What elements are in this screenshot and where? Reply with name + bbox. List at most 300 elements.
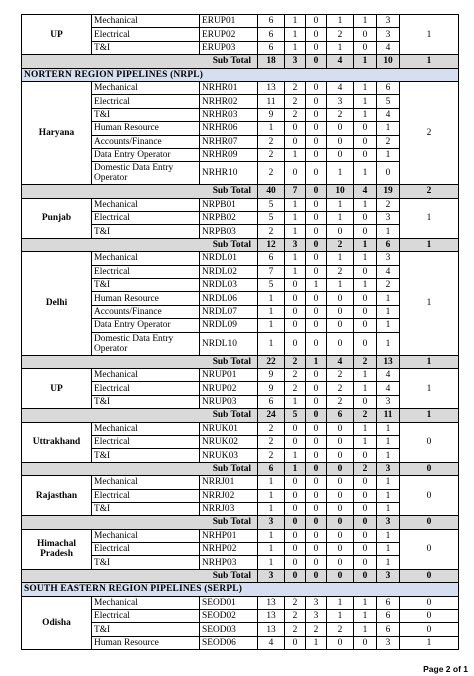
- trade-code: NRDL02: [200, 265, 258, 278]
- seat-count: 4: [377, 265, 400, 278]
- state-total: 1: [400, 252, 459, 355]
- seat-count: 9: [258, 108, 285, 121]
- seat-count: 1: [377, 449, 400, 462]
- seat-count: 0: [354, 148, 377, 161]
- trade-code: NRHP01: [200, 529, 258, 542]
- seat-count: 1: [377, 319, 400, 332]
- table-row: [22, 81, 459, 94]
- trade-code: NRHP03: [200, 556, 258, 569]
- subtotal-total: 0: [400, 462, 459, 475]
- trade-name: T&I: [92, 41, 200, 54]
- subtotal-value: 18: [258, 55, 285, 68]
- trade-name: Electrical: [92, 382, 200, 395]
- trade-code: SEOD06: [200, 636, 258, 649]
- seat-count: 0: [354, 305, 377, 318]
- seat-count: 0: [306, 332, 327, 355]
- seat-count: 0: [306, 543, 327, 556]
- subtotal-total: 1: [400, 355, 459, 368]
- seat-count: 1: [354, 435, 377, 448]
- seat-count: 2: [327, 395, 354, 408]
- trade-name: Domestic Data Entry Operator: [92, 332, 200, 355]
- seat-count: 6: [258, 41, 285, 54]
- seat-count: 0: [306, 15, 327, 28]
- trade-name: Electrical: [92, 489, 200, 502]
- trade-name: Electrical: [92, 610, 200, 623]
- seat-count: 2: [285, 623, 306, 636]
- seat-count: 1: [377, 556, 400, 569]
- seat-count: 13: [258, 81, 285, 94]
- subtotal-total: 1: [400, 409, 459, 422]
- trade-code: NRDL07: [200, 305, 258, 318]
- trade-name: Data Entry Operator: [92, 319, 200, 332]
- seat-count: 1: [285, 449, 306, 462]
- seat-count: 2: [258, 435, 285, 448]
- seat-count: 1: [327, 596, 354, 609]
- seat-count: 9: [258, 382, 285, 395]
- seat-count: 1: [377, 422, 400, 435]
- subtotal-value: 2: [285, 355, 306, 368]
- seat-count: 4: [377, 108, 400, 121]
- state-name: Uttrakhand: [22, 422, 92, 462]
- subtotal-value: 3: [285, 55, 306, 68]
- seat-count: 1: [285, 15, 306, 28]
- seat-count: 0: [285, 422, 306, 435]
- subtotal-value: 3: [285, 238, 306, 251]
- seat-count: 3: [377, 212, 400, 225]
- seat-count: 1: [327, 15, 354, 28]
- trade-code: SEOD02: [200, 610, 258, 623]
- trade-code: NRHP02: [200, 543, 258, 556]
- page-footer: Page 2 of 1: [423, 664, 468, 674]
- trade-name: Mechanical: [92, 476, 200, 489]
- seat-count: 1: [377, 502, 400, 515]
- seat-count: 0: [327, 489, 354, 502]
- seat-count: 1: [258, 476, 285, 489]
- state-name: Odisha: [22, 596, 92, 650]
- subtotal-value: 2: [354, 355, 377, 368]
- seat-count: 0: [306, 265, 327, 278]
- seat-count: 0: [327, 476, 354, 489]
- trade-code: NRUP02: [200, 382, 258, 395]
- seat-count: 3: [306, 610, 327, 623]
- seat-count: 0: [327, 556, 354, 569]
- trade-name: Mechanical: [92, 252, 200, 265]
- subtotal-value: 0: [306, 185, 327, 198]
- seat-count: 0: [306, 395, 327, 408]
- subtotal-row: [22, 516, 459, 529]
- seat-count: 0: [306, 212, 327, 225]
- trade-name: Human Resource: [92, 292, 200, 305]
- subtotal-value: 0: [306, 569, 327, 582]
- trade-name: Mechanical: [92, 422, 200, 435]
- seat-count: 0: [354, 502, 377, 515]
- subtotal-value: 0: [327, 462, 354, 475]
- seat-count: 0: [327, 319, 354, 332]
- seat-count: 0: [306, 135, 327, 148]
- seat-count: 0: [306, 225, 327, 238]
- seat-count: 0: [327, 122, 354, 135]
- seat-count: 0: [285, 292, 306, 305]
- seat-count: 0: [306, 122, 327, 135]
- subtotal-value: 6: [258, 462, 285, 475]
- trade-name: T&I: [92, 225, 200, 238]
- subtotal-label: Sub Total: [22, 185, 258, 198]
- seat-count: 1: [327, 212, 354, 225]
- seat-count: 0: [306, 305, 327, 318]
- seat-count: 13: [258, 610, 285, 623]
- region-header-row: [22, 583, 459, 596]
- seat-count: 1: [285, 28, 306, 41]
- subtotal-value: 0: [354, 516, 377, 529]
- seat-count: 0: [285, 529, 306, 542]
- trade-name: Human Resource: [92, 122, 200, 135]
- seat-count: 2: [327, 28, 354, 41]
- seat-count: 0: [377, 162, 400, 185]
- seat-count: 1: [285, 225, 306, 238]
- seat-count: 1: [285, 252, 306, 265]
- seat-count: 1: [354, 198, 377, 211]
- subtotal-value: 1: [285, 462, 306, 475]
- vacancy-table: [21, 14, 459, 650]
- trade-code: NRDL09: [200, 319, 258, 332]
- state-total: 1: [400, 368, 459, 408]
- subtotal-value: 24: [258, 409, 285, 422]
- seat-count: 3: [327, 95, 354, 108]
- subtotal-row: [22, 185, 459, 198]
- seat-count: 2: [306, 623, 327, 636]
- seat-count: 1: [327, 252, 354, 265]
- seat-count: 1: [377, 332, 400, 355]
- subtotal-value: 3: [377, 462, 400, 475]
- subtotal-row: [22, 238, 459, 251]
- subtotal-value: 6: [327, 409, 354, 422]
- seat-count: 2: [285, 108, 306, 121]
- seat-count: 2: [285, 95, 306, 108]
- seat-count: 0: [285, 636, 306, 649]
- seat-count: 2: [327, 108, 354, 121]
- trade-name: Accounts/Finance: [92, 135, 200, 148]
- trade-code: NRUK03: [200, 449, 258, 462]
- seat-count: 3: [377, 252, 400, 265]
- trade-name: Mechanical: [92, 368, 200, 381]
- seat-count: 1: [354, 279, 377, 292]
- seat-count: 0: [327, 529, 354, 542]
- subtotal-label: Sub Total: [22, 238, 258, 251]
- seat-count: 0: [285, 279, 306, 292]
- trade-name: T&I: [92, 279, 200, 292]
- seat-count: 2: [258, 162, 285, 185]
- trade-name: Electrical: [92, 212, 200, 225]
- table-row: [22, 596, 459, 609]
- subtotal-value: 0: [327, 516, 354, 529]
- seat-count: 0: [285, 135, 306, 148]
- seat-count: 0: [327, 225, 354, 238]
- subtotal-row: [22, 409, 459, 422]
- subtotal-row: [22, 462, 459, 475]
- seat-count: 2: [258, 225, 285, 238]
- seat-count: 1: [354, 596, 377, 609]
- seat-count: 0: [354, 556, 377, 569]
- seat-count: 1: [377, 225, 400, 238]
- seat-count: 4: [377, 382, 400, 395]
- seat-count: 3: [377, 395, 400, 408]
- table-row: [22, 476, 459, 489]
- seat-count: 2: [327, 623, 354, 636]
- seat-count: 1: [354, 382, 377, 395]
- trade-name: Electrical: [92, 265, 200, 278]
- seat-count: 0: [354, 636, 377, 649]
- seat-count: 1: [377, 122, 400, 135]
- trade-code: NRPB01: [200, 198, 258, 211]
- seat-count: 2: [377, 198, 400, 211]
- seat-count: 0: [306, 198, 327, 211]
- seat-count: 1: [354, 623, 377, 636]
- seat-count: 2: [327, 265, 354, 278]
- subtotal-value: 7: [285, 185, 306, 198]
- trade-code: NRDL03: [200, 279, 258, 292]
- trade-name: Mechanical: [92, 15, 200, 28]
- seat-count: 1: [258, 292, 285, 305]
- subtotal-total: 0: [400, 516, 459, 529]
- region-title: SOUTH EASTERN REGION PIPELINES (SERPL): [22, 583, 459, 596]
- seat-count: 1: [377, 305, 400, 318]
- seat-count: 0: [306, 28, 327, 41]
- trade-code: NRHR10: [200, 162, 258, 185]
- seat-count: 1: [285, 148, 306, 161]
- subtotal-row: [22, 55, 459, 68]
- seat-count: 6: [258, 252, 285, 265]
- trade-code: NRDL06: [200, 292, 258, 305]
- seat-count: 2: [285, 81, 306, 94]
- seat-count: 2: [285, 610, 306, 623]
- seat-count: 3: [306, 596, 327, 609]
- seat-count: 0: [327, 332, 354, 355]
- seat-count: 0: [327, 135, 354, 148]
- seat-count: 1: [354, 15, 377, 28]
- trade-code: NRPB03: [200, 225, 258, 238]
- trade-code: ERUP02: [200, 28, 258, 41]
- table-row: [22, 198, 459, 211]
- seat-count: 0: [354, 135, 377, 148]
- seat-count: 0: [306, 489, 327, 502]
- state-name: Rajasthan: [22, 476, 92, 516]
- subtotal-label: Sub Total: [22, 516, 258, 529]
- subtotal-value: 0: [306, 238, 327, 251]
- subtotal-value: 0: [306, 516, 327, 529]
- subtotal-value: 10: [327, 185, 354, 198]
- trade-name: T&I: [92, 395, 200, 408]
- seat-count: 0: [306, 435, 327, 448]
- subtotal-value: 0: [306, 409, 327, 422]
- seat-count: 2: [285, 368, 306, 381]
- trade-name: Electrical: [92, 435, 200, 448]
- state-total: 0: [400, 529, 459, 569]
- trade-name: Electrical: [92, 95, 200, 108]
- state-total: 1: [400, 15, 459, 55]
- seat-count: 1: [258, 489, 285, 502]
- subtotal-value: 40: [258, 185, 285, 198]
- seat-count: 0: [285, 305, 306, 318]
- seat-count: 4: [258, 636, 285, 649]
- seat-count: 9: [258, 368, 285, 381]
- seat-count: 0: [327, 305, 354, 318]
- document-page: [21, 14, 458, 650]
- trade-code: NRHR07: [200, 135, 258, 148]
- seat-count: 1: [377, 292, 400, 305]
- trade-code: NRHR02: [200, 95, 258, 108]
- subtotal-value: 2: [354, 462, 377, 475]
- table-row: [22, 529, 459, 542]
- seat-count: 1: [377, 148, 400, 161]
- trade-code: NRUP03: [200, 395, 258, 408]
- trade-code: NRHR01: [200, 81, 258, 94]
- seat-count: 2: [327, 382, 354, 395]
- subtotal-value: 11: [377, 409, 400, 422]
- trade-name: T&I: [92, 449, 200, 462]
- seat-count: 1: [258, 319, 285, 332]
- seat-count: 0: [306, 41, 327, 54]
- seat-count: 1: [354, 81, 377, 94]
- subtotal-value: 1: [354, 238, 377, 251]
- subtotal-value: 0: [327, 569, 354, 582]
- subtotal-row: [22, 355, 459, 368]
- seat-count: 4: [377, 41, 400, 54]
- seat-count: 2: [258, 449, 285, 462]
- subtotal-label: Sub Total: [22, 55, 258, 68]
- trade-name: T&I: [92, 502, 200, 515]
- seat-count: 0: [285, 556, 306, 569]
- seat-count: 0: [306, 148, 327, 161]
- state-name: Delhi: [22, 252, 92, 355]
- table-row: [22, 15, 459, 28]
- seat-count: 6: [258, 15, 285, 28]
- subtotal-value: 22: [258, 355, 285, 368]
- seat-count: 0: [354, 332, 377, 355]
- subtotal-total: 0: [400, 569, 459, 582]
- table-row: [22, 368, 459, 381]
- trade-name: T&I: [92, 556, 200, 569]
- region-header-row: [22, 68, 459, 81]
- seat-count: 0: [306, 422, 327, 435]
- seat-count: 1: [258, 529, 285, 542]
- trade-code: NRHR03: [200, 108, 258, 121]
- seat-count: 0: [354, 28, 377, 41]
- trade-code: SEOD03: [200, 623, 258, 636]
- subtotal-value: 13: [377, 355, 400, 368]
- state-total: 1: [400, 198, 459, 238]
- subtotal-value: 4: [354, 185, 377, 198]
- seat-count: 0: [306, 95, 327, 108]
- seat-count: 0: [327, 543, 354, 556]
- seat-count: 1: [354, 162, 377, 185]
- seat-count: 0: [354, 529, 377, 542]
- trade-name: T&I: [92, 623, 200, 636]
- seat-count: 2: [258, 148, 285, 161]
- seat-count: 0: [306, 529, 327, 542]
- seat-count: 5: [258, 212, 285, 225]
- trade-code: SEOD01: [200, 596, 258, 609]
- subtotal-value: 4: [327, 355, 354, 368]
- seat-count: 2: [258, 135, 285, 148]
- seat-count: 0: [354, 543, 377, 556]
- subtotal-value: 3: [377, 516, 400, 529]
- seat-count: 0: [285, 543, 306, 556]
- seat-count: 13: [258, 596, 285, 609]
- seat-count: 13: [258, 623, 285, 636]
- seat-count: 1: [354, 95, 377, 108]
- trade-name: Accounts/Finance: [92, 305, 200, 318]
- seat-count: 1: [327, 610, 354, 623]
- seat-count: 1: [377, 529, 400, 542]
- state-total: 0: [400, 623, 459, 636]
- subtotal-value: 5: [285, 409, 306, 422]
- seat-count: 1: [327, 279, 354, 292]
- seat-count: 6: [258, 28, 285, 41]
- seat-count: 1: [258, 122, 285, 135]
- subtotal-value: 3: [377, 569, 400, 582]
- state-name: Punjab: [22, 198, 92, 238]
- state-name: Himachal Pradesh: [22, 529, 92, 569]
- state-total: 0: [400, 596, 459, 609]
- seat-count: 0: [306, 368, 327, 381]
- state-total: 0: [400, 476, 459, 516]
- seat-count: 6: [377, 596, 400, 609]
- seat-count: 0: [354, 476, 377, 489]
- seat-count: 0: [285, 332, 306, 355]
- seat-count: 2: [285, 596, 306, 609]
- seat-count: 2: [327, 368, 354, 381]
- seat-count: 1: [258, 556, 285, 569]
- subtotal-value: 1: [354, 55, 377, 68]
- seat-count: 0: [354, 395, 377, 408]
- seat-count: 6: [377, 610, 400, 623]
- seat-count: 3: [377, 636, 400, 649]
- seat-count: 1: [327, 198, 354, 211]
- seat-count: 1: [285, 395, 306, 408]
- subtotal-value: 3: [258, 569, 285, 582]
- trade-code: NRRJ02: [200, 489, 258, 502]
- state-total: 0: [400, 422, 459, 462]
- seat-count: 0: [354, 319, 377, 332]
- subtotal-row: [22, 569, 459, 582]
- seat-count: 5: [377, 95, 400, 108]
- trade-name: Mechanical: [92, 81, 200, 94]
- seat-count: 0: [285, 476, 306, 489]
- seat-count: 1: [327, 162, 354, 185]
- seat-count: 5: [258, 198, 285, 211]
- seat-count: 1: [306, 636, 327, 649]
- trade-code: NRPB02: [200, 212, 258, 225]
- seat-count: 0: [327, 636, 354, 649]
- seat-count: 0: [306, 319, 327, 332]
- region-title: NORTERN REGION PIPELINES (NRPL): [22, 68, 459, 81]
- seat-count: 2: [377, 135, 400, 148]
- seat-count: 0: [327, 422, 354, 435]
- seat-count: 1: [258, 305, 285, 318]
- subtotal-value: 4: [327, 55, 354, 68]
- trade-code: NRRJ01: [200, 476, 258, 489]
- trade-code: NRUK01: [200, 422, 258, 435]
- seat-count: 0: [285, 122, 306, 135]
- seat-count: 1: [258, 543, 285, 556]
- seat-count: 2: [285, 382, 306, 395]
- seat-count: 0: [354, 122, 377, 135]
- seat-count: 6: [377, 623, 400, 636]
- seat-count: 0: [306, 382, 327, 395]
- trade-code: NRDL10: [200, 332, 258, 355]
- trade-name: Mechanical: [92, 529, 200, 542]
- seat-count: 0: [306, 476, 327, 489]
